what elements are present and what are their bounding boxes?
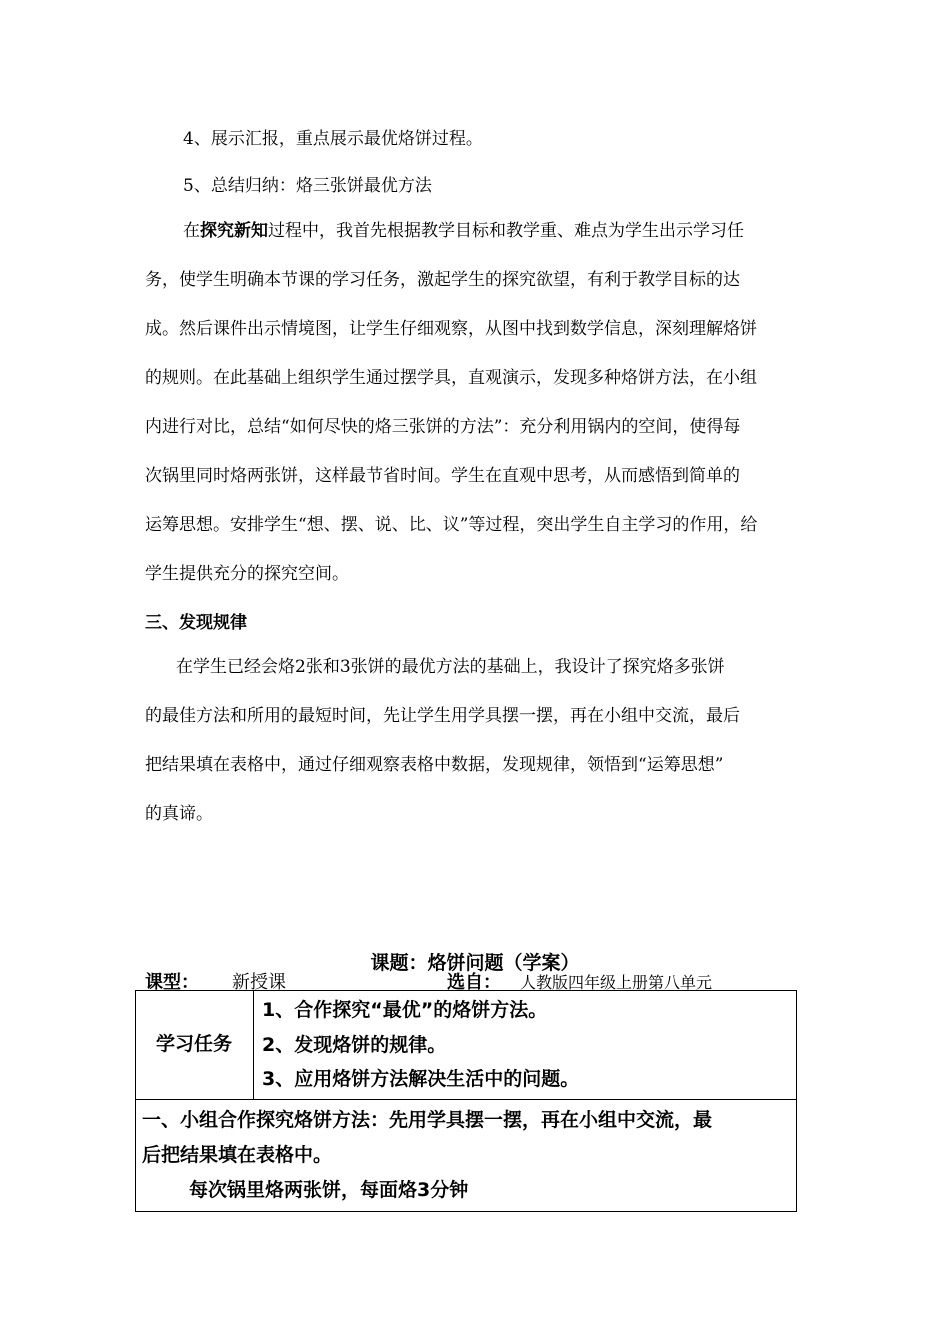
explore-line-6: 次锅里同时烙两张饼，这样最节省时间。学生在直观中思考，从而感悟到简单的 — [145, 466, 740, 486]
task-item-1: 1、合作探究“最优”的烙饼方法。 — [262, 999, 548, 1021]
task-label-cell — [136, 991, 254, 1099]
explore-line-8: 学生提供充分的探究空间。 — [145, 564, 349, 584]
plan-title: 课题：烙饼问题（学案） — [370, 952, 580, 974]
part1-line-1: 一、小组合作探究烙饼方法：先用学具摆一摆，再在小组中交流，最 — [142, 1109, 713, 1131]
explore-line-2: 务，使学生明确本节课的学习任务，激起学生的探究欲望，有利于教学目标的达 — [145, 270, 740, 290]
part1-line-2: 后把结果填在表格中。 — [142, 1144, 333, 1166]
explore-line-4: 的规则。在此基础上组织学生通过摆学具，直观演示，发现多种烙饼方法，在小组 — [145, 368, 757, 388]
type-label: 课型： — [145, 972, 199, 993]
step-4: 4、展示汇报，重点展示最优烙饼过程。 — [183, 129, 483, 149]
explore-prefix: 在 — [183, 221, 200, 241]
type-value: 新授课 — [232, 972, 286, 993]
part1-line-3: 每次锅里烙两张饼，每面烙3分钟 — [189, 1179, 469, 1201]
explore-line1-rest: 过程中，我首先根据教学目标和教学重、难点为学生出示学习任 — [268, 221, 744, 241]
task-row — [136, 991, 796, 1100]
explore-line-5: 内进行对比，总结“如何尽快的烙三张饼的方法”：充分利用锅内的空间，使得每 — [145, 417, 741, 437]
explore-line-3: 成。然后课件出示情境图，让学生仔细观察，从图中找到数学信息，深刻理解烙饼 — [145, 319, 757, 339]
task-item-3: 3、应用烙饼方法解决生活中的问题。 — [262, 1068, 580, 1090]
section3-line-4: 的真谛。 — [145, 804, 213, 824]
explore-line-7: 运筹思想。安排学生“想、摆、说、比、议”等过程，突出学生自主学习的作用，给 — [145, 515, 758, 535]
explore-line-1 — [183, 216, 744, 241]
step-5: 5、总结归纳：烙三张饼最优方法 — [183, 176, 432, 196]
lesson-table — [135, 990, 797, 1212]
section3-line-3: 把结果填在表格中，通过仔细观察表格中数据，发现规律，领悟到“运筹思想” — [145, 755, 724, 775]
section3-line-1: 在学生已经会烙2张和3张饼的最优方法的基础上，我设计了探究烙多张饼 — [176, 657, 725, 677]
task-label: 学习任务 — [156, 1033, 233, 1055]
section-heading: 三、发现规律 — [145, 613, 247, 633]
explore-keyword: 探究新知 — [200, 221, 268, 241]
section3-line-2: 的最佳方法和所用的最短时间，先让学生用学具摆一摆，再在小组中交流，最后 — [145, 706, 740, 726]
source-label: 选自： — [447, 972, 501, 993]
task-item-2: 2、发现烙饼的规律。 — [262, 1034, 447, 1056]
source-value: 人教版四年级上册第八单元 — [520, 973, 713, 992]
